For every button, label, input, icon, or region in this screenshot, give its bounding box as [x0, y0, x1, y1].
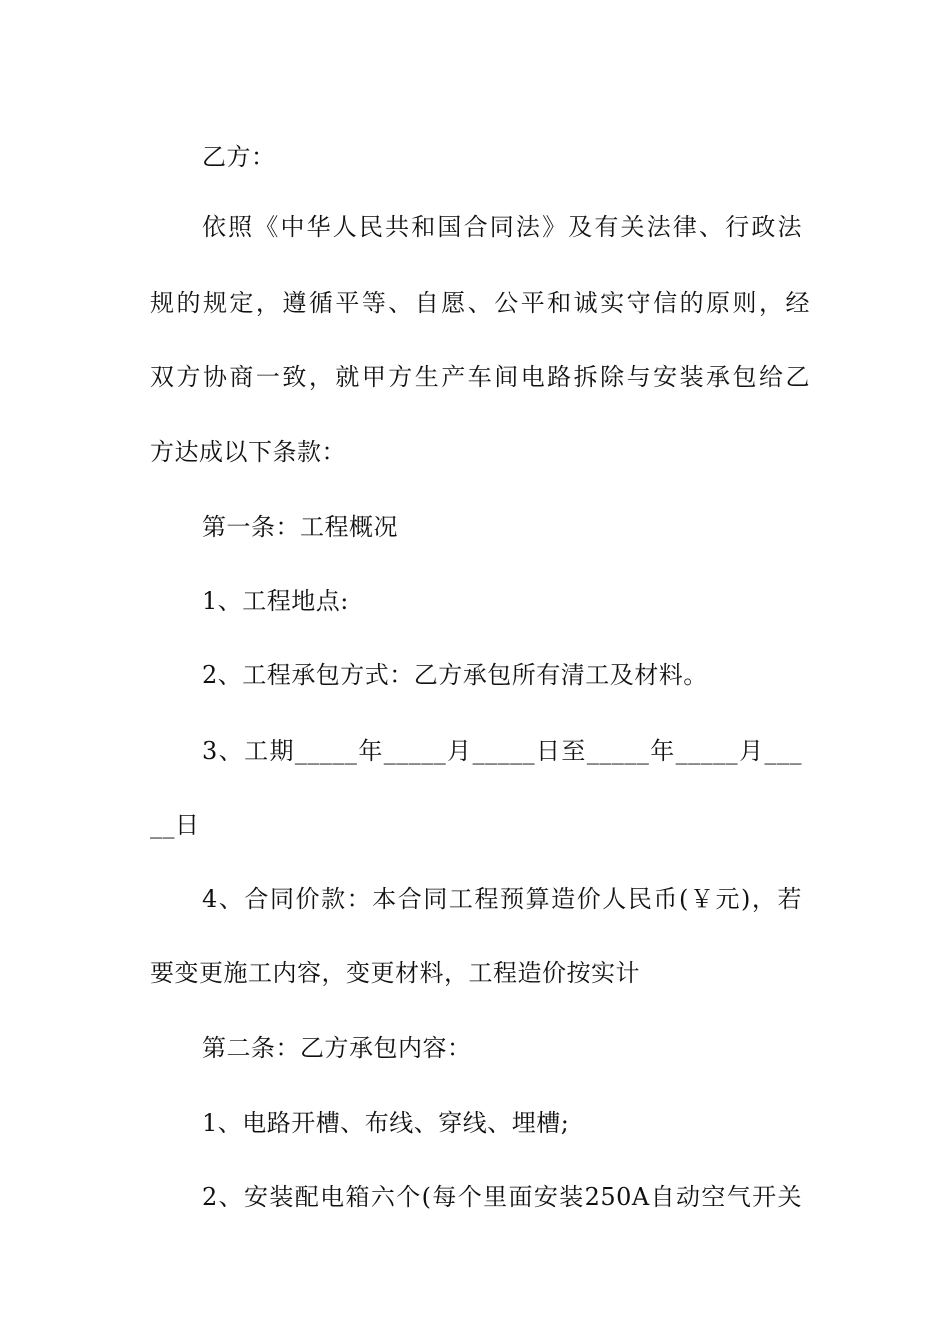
article-1-item-1: 1、工程地点: — [202, 587, 349, 615]
article-2-item-1: 1、电路开槽、布线、穿线、埋槽; — [202, 1109, 570, 1137]
preamble-line-4: 方达成以下条款： — [150, 438, 346, 466]
article-1-item-4: 4、合同价款：本合同工程预算造价人民币(￥元)，若 — [202, 885, 802, 913]
preamble-line-2: 规的规定，遵循平等、自愿、公平和诚实守信的原则，经 — [150, 289, 810, 317]
article-2-heading: 第二条：乙方承包内容： — [202, 1034, 472, 1062]
article-2-item-2: 2、安装配电箱六个(每个里面安装250A自动空气开关 — [202, 1183, 802, 1211]
article-1-item-3-cont: __日 — [150, 811, 200, 839]
article-1-item-2: 2、工程承包方式：乙方承包所有清工及材料。 — [202, 661, 708, 689]
article-1-item-4-cont: 要变更施工内容，变更材料，工程造价按实计 — [150, 959, 640, 987]
article-1-heading: 第一条：工程概况 — [202, 513, 398, 541]
preamble-line-1: 依照《中华人民共和国合同法》及有关法律、行政法 — [202, 213, 802, 241]
party-b-line: 乙方： — [202, 143, 276, 171]
preamble-line-3: 双方协商一致，就甲方生产车间电路拆除与安装承包给乙 — [150, 363, 810, 391]
article-1-item-3: 3、工期_____年_____月_____日至_____年_____月___ — [202, 737, 802, 765]
